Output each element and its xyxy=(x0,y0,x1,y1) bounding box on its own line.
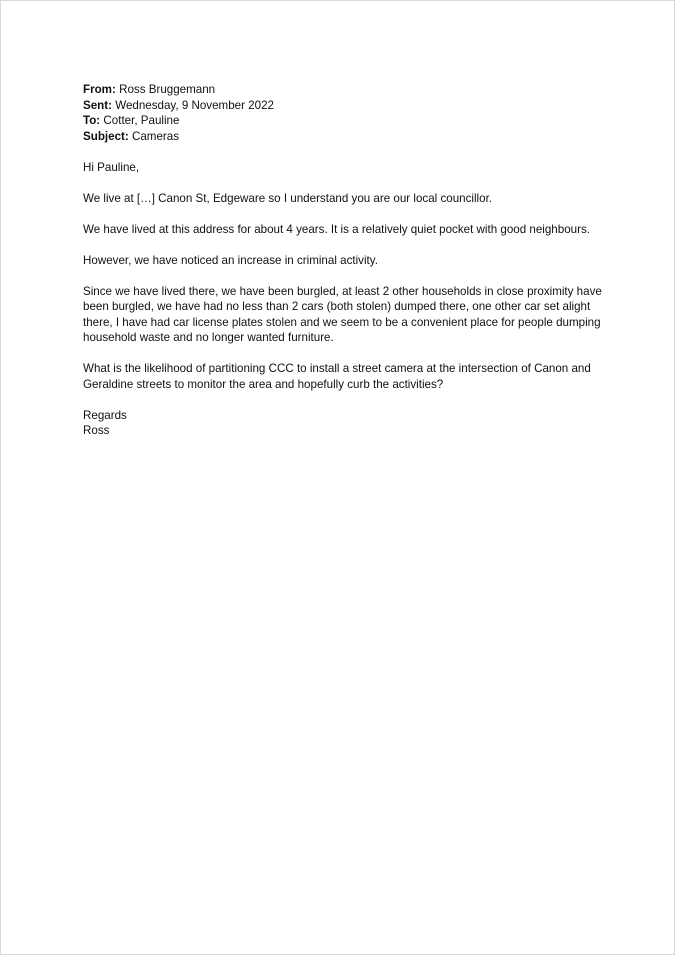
email-body xyxy=(83,82,603,439)
from-value: Ross Bruggemann xyxy=(119,83,216,96)
sent-value: Wednesday, 9 November 2022 xyxy=(115,98,274,112)
subject-value: Cameras xyxy=(131,129,180,143)
paragraph-residence: We have lived at this address for about 4 years. It is a relatively quiet pocket with good neighbours. xyxy=(83,222,590,236)
sent-line xyxy=(83,98,603,114)
paragraph-camera-request: What is the likelihood of partitioning CCC to install a street camera at the intersection of Canon and Geraldine streets to monitor the area and hopefully curb the activities? xyxy=(83,362,591,391)
to-value: Cotter, Pauline xyxy=(103,114,180,127)
signoff: Regards xyxy=(83,408,127,422)
subject-label: Subject: xyxy=(83,129,129,143)
paragraph-crime-increase: However, we have noticed an increase in criminal activity. xyxy=(83,253,378,267)
paragraph-incidents: Since we have lived there, we have been burgled, at least 2 other households in close proximity have been burgled, we have had no less than 2 cars (both stolen) dumped there, one other car set alight there, I have had car license plates stolen and we seem to be a convenient place for people dumping household waste and no longer wanted furniture. xyxy=(83,284,602,344)
to-label: To: xyxy=(83,114,101,127)
to-line xyxy=(83,113,603,129)
email-header xyxy=(83,82,603,144)
subject-line xyxy=(83,129,603,145)
from-label: From: xyxy=(83,83,116,96)
signature: Ross xyxy=(83,424,110,437)
paragraph-address: We live at […] Canon St, Edgeware so I understand you are our local councillor. xyxy=(83,191,493,205)
greeting: Hi Pauline, xyxy=(83,160,140,174)
from-line xyxy=(83,82,603,98)
sent-label: Sent: xyxy=(83,98,112,112)
